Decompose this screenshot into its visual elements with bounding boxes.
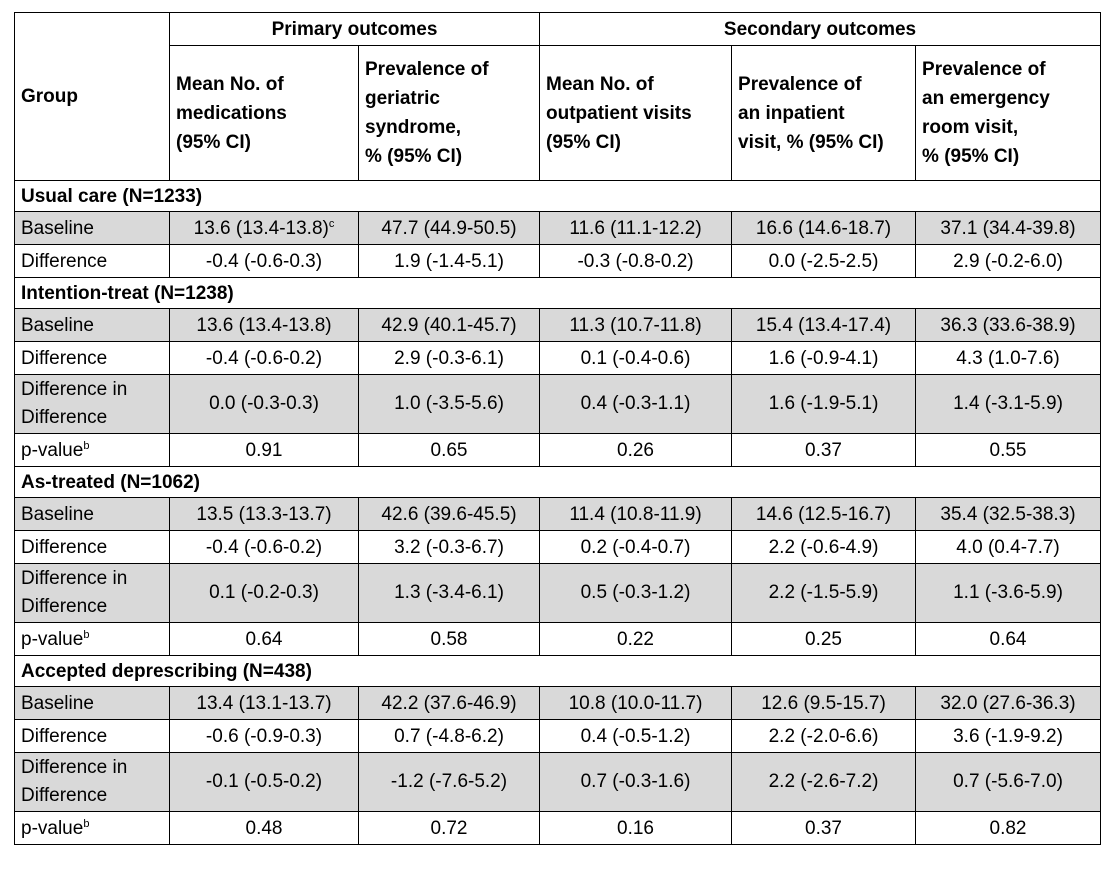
row-label — [15, 564, 170, 623]
value-text: 1.6 (-0.9-4.1) — [768, 347, 879, 369]
value-cell — [540, 212, 732, 245]
table-row — [15, 342, 1101, 375]
value-text: 13.5 (13.3-13.7) — [196, 503, 332, 525]
value-cell — [359, 564, 540, 623]
value-cell — [540, 434, 732, 467]
column-header — [359, 46, 540, 181]
value-text: 1.6 (-1.9-5.1) — [768, 393, 879, 414]
value-cell — [732, 687, 916, 720]
value-text: 13.6 (13.4-13.8) — [193, 217, 329, 239]
section-title: As-treated (N=1062) — [15, 467, 1101, 498]
row-label-line — [21, 754, 163, 782]
value-text: 0.64 — [245, 628, 283, 650]
value-cell — [540, 753, 732, 812]
value-cell — [540, 720, 732, 753]
value-cell — [359, 434, 540, 467]
value-text: 2.2 (-2.0-6.6) — [768, 725, 879, 747]
value-cell — [540, 531, 732, 564]
value-text: 0.58 — [430, 628, 468, 650]
value-text: 1.9 (-1.4-5.1) — [394, 250, 504, 272]
row-label-text: p-value — [21, 628, 84, 650]
section-title: Intention-treat (N=1238) — [15, 278, 1101, 309]
column-header-line: room visit, — [922, 117, 1019, 138]
row-label — [15, 212, 170, 245]
section-row — [15, 467, 1101, 498]
table-row — [15, 531, 1101, 564]
value-cell — [359, 375, 540, 434]
value-text: 0.64 — [989, 628, 1027, 650]
value-text: 0.7 (-5.6-7.0) — [953, 771, 1063, 792]
value-cell — [916, 498, 1101, 531]
value-cell — [359, 212, 540, 245]
section-row — [15, 278, 1101, 309]
value-text: -1.2 (-7.6-5.2) — [390, 771, 508, 792]
value-cell — [916, 245, 1101, 278]
value-cell — [732, 434, 916, 467]
value-cell — [170, 564, 359, 623]
group-column-header: Group — [15, 13, 170, 181]
footnote-marker: b — [83, 628, 90, 641]
value-cell — [540, 498, 732, 531]
value-text: 42.6 (39.6-45.5) — [381, 503, 517, 525]
table-row — [15, 212, 1101, 245]
value-cell — [359, 531, 540, 564]
value-text: 37.1 (34.4-39.8) — [940, 217, 1076, 239]
row-label — [15, 309, 170, 342]
value-text: 4.3 (1.0-7.6) — [956, 347, 1060, 369]
value-text: 1.0 (-3.5-5.6) — [394, 393, 504, 414]
table-row — [15, 245, 1101, 278]
value-cell — [732, 564, 916, 623]
value-cell — [732, 375, 916, 434]
value-cell — [170, 753, 359, 812]
value-cell — [732, 309, 916, 342]
row-label-text: Difference — [21, 725, 108, 747]
value-cell — [540, 342, 732, 375]
value-text: 2.2 (-1.5-5.9) — [768, 582, 879, 603]
value-text: 0.0 (-0.3-0.3) — [209, 393, 319, 414]
value-text: 0.82 — [989, 817, 1027, 839]
value-cell — [916, 531, 1101, 564]
value-text: 11.6 (11.1-12.2) — [569, 217, 702, 239]
section-row — [15, 181, 1101, 212]
column-header-line: Prevalence of — [738, 73, 862, 95]
table-row — [15, 753, 1101, 812]
value-cell — [916, 753, 1101, 812]
value-text: 0.5 (-0.3-1.2) — [580, 582, 691, 603]
value-text: 11.4 (10.8-11.9) — [569, 503, 702, 525]
footnote-marker: b — [83, 439, 90, 452]
row-label — [15, 375, 170, 434]
section-title: Accepted deprescribing (N=438) — [15, 656, 1101, 687]
value-cell — [540, 687, 732, 720]
row-label — [15, 687, 170, 720]
value-cell — [732, 812, 916, 845]
row-label-line — [21, 247, 163, 276]
row-label-line: Difference — [21, 407, 108, 428]
value-text: -0.1 (-0.5-0.2) — [205, 771, 323, 792]
row-label-line — [21, 214, 163, 243]
row-label-line — [21, 814, 163, 843]
column-header-line: (95% CI) — [546, 131, 621, 153]
value-text: 0.72 — [430, 817, 468, 839]
value-text: 0.91 — [245, 439, 283, 461]
value-text: 47.7 (44.9-50.5) — [381, 217, 517, 239]
column-header-line: syndrome, — [365, 117, 462, 138]
value-cell — [359, 687, 540, 720]
column-header-line: medications — [176, 102, 287, 124]
column-header-line: an emergency — [922, 88, 1050, 109]
value-text: -0.6 (-0.9-0.3) — [205, 725, 323, 747]
value-cell — [732, 212, 916, 245]
value-text: 3.6 (-1.9-9.2) — [953, 725, 1063, 747]
value-cell — [916, 720, 1101, 753]
value-text: 0.4 (-0.3-1.1) — [580, 393, 691, 414]
row-label-text: Difference — [21, 250, 108, 272]
row-label-text: Baseline — [21, 314, 94, 336]
table-row — [15, 812, 1101, 845]
footnote-marker: c — [328, 217, 335, 230]
row-label-text: Difference in — [21, 568, 128, 589]
row-label — [15, 498, 170, 531]
table-header — [15, 13, 1101, 181]
value-cell — [170, 434, 359, 467]
value-cell — [916, 812, 1101, 845]
value-text: 15.4 (13.4-17.4) — [755, 314, 892, 336]
table-row — [15, 309, 1101, 342]
value-cell — [359, 720, 540, 753]
value-cell — [916, 212, 1101, 245]
results-table-container — [14, 12, 1101, 845]
table-row — [15, 564, 1101, 623]
value-cell — [359, 812, 540, 845]
value-cell — [540, 375, 732, 434]
row-label-line — [21, 436, 163, 465]
table-row — [15, 623, 1101, 656]
value-cell — [359, 753, 540, 812]
value-cell — [916, 375, 1101, 434]
value-text: 32.0 (27.6-36.3) — [940, 692, 1076, 714]
value-text: 0.37 — [805, 817, 842, 839]
row-label-line — [21, 311, 163, 340]
value-cell — [732, 753, 916, 812]
value-text: 42.9 (40.1-45.7) — [381, 314, 517, 336]
value-cell — [359, 498, 540, 531]
value-text: 4.0 (0.4-7.7) — [956, 536, 1060, 558]
row-label — [15, 531, 170, 564]
footnote-marker: b — [83, 817, 90, 830]
table-body — [15, 181, 1101, 845]
value-text: 1.4 (-3.1-5.9) — [953, 393, 1063, 414]
value-cell — [359, 245, 540, 278]
column-header-line: Prevalence of — [365, 59, 489, 80]
row-label — [15, 812, 170, 845]
row-label-line — [21, 500, 163, 529]
value-text: 0.16 — [617, 817, 654, 839]
value-cell — [170, 498, 359, 531]
value-cell — [170, 687, 359, 720]
row-label — [15, 245, 170, 278]
column-header-line: (95% CI) — [176, 131, 251, 153]
value-cell — [916, 434, 1101, 467]
table-row — [15, 687, 1101, 720]
value-text: 35.4 (32.5-38.3) — [940, 503, 1076, 525]
row-label-text: p-value — [21, 817, 84, 839]
row-label — [15, 434, 170, 467]
table-row — [15, 498, 1101, 531]
value-cell — [170, 623, 359, 656]
column-header-line: outpatient visits — [546, 102, 692, 124]
row-label-text: Difference in — [21, 379, 128, 400]
row-label — [15, 342, 170, 375]
value-text: 0.65 — [430, 439, 468, 461]
value-text: 0.22 — [617, 628, 654, 650]
value-cell — [170, 812, 359, 845]
value-text: 0.25 — [805, 628, 842, 650]
value-text: 13.4 (13.1-13.7) — [196, 692, 332, 714]
value-cell — [732, 245, 916, 278]
value-cell — [732, 720, 916, 753]
value-text: 2.9 (-0.2-6.0) — [953, 250, 1063, 272]
value-cell — [170, 309, 359, 342]
row-label-text: Difference — [21, 536, 108, 558]
column-header — [540, 46, 732, 181]
value-cell — [732, 623, 916, 656]
row-label-line — [21, 344, 163, 373]
value-cell — [359, 342, 540, 375]
value-text: 1.3 (-3.4-6.1) — [394, 582, 504, 603]
value-text: 0.7 (-4.8-6.2) — [394, 725, 504, 747]
value-cell — [540, 245, 732, 278]
section-row — [15, 656, 1101, 687]
row-label-line — [21, 689, 163, 718]
row-label-line — [21, 722, 163, 751]
column-header-line: visit, % (95% CI) — [738, 131, 884, 153]
value-text: 0.26 — [617, 439, 654, 461]
column-header-line: an inpatient — [738, 102, 845, 124]
table-row — [15, 434, 1101, 467]
value-text: 12.6 (9.5-15.7) — [761, 692, 886, 714]
value-text: 10.8 (10.0-11.7) — [568, 692, 703, 714]
value-text: 16.6 (14.6-18.7) — [755, 217, 892, 239]
value-text: 0.55 — [989, 439, 1027, 461]
value-text: 0.1 (-0.2-0.3) — [209, 582, 319, 603]
value-text: 2.2 (-2.6-7.2) — [768, 771, 879, 792]
section-title: Usual care (N=1233) — [15, 181, 1101, 212]
value-cell — [732, 498, 916, 531]
row-label-text: Baseline — [21, 503, 94, 525]
row-label-line — [21, 533, 163, 562]
value-cell — [916, 309, 1101, 342]
value-text: 0.0 (-2.5-2.5) — [768, 250, 879, 272]
value-text: 13.6 (13.4-13.8) — [196, 314, 332, 336]
row-label — [15, 753, 170, 812]
row-label-text: Difference — [21, 347, 108, 369]
value-cell — [359, 623, 540, 656]
value-cell — [540, 812, 732, 845]
value-text: -0.3 (-0.8-0.2) — [577, 250, 694, 272]
column-header-line: % (95% CI) — [365, 146, 463, 167]
value-text: 1.1 (-3.6-5.9) — [953, 582, 1063, 603]
row-label — [15, 623, 170, 656]
value-cell — [916, 564, 1101, 623]
row-label-line — [21, 625, 163, 654]
value-text: 11.3 (10.7-11.8) — [569, 314, 702, 336]
value-cell — [732, 342, 916, 375]
value-text: 0.37 — [805, 439, 842, 461]
value-text: 2.9 (-0.3-6.1) — [394, 347, 504, 369]
value-cell — [170, 375, 359, 434]
value-cell — [170, 342, 359, 375]
column-header-line: % (95% CI) — [922, 146, 1020, 167]
row-label-line — [21, 376, 163, 404]
row-label — [15, 720, 170, 753]
value-cell — [540, 564, 732, 623]
value-text: -0.4 (-0.6-0.3) — [205, 250, 323, 272]
column-header-line: geriatric — [365, 88, 440, 109]
value-cell — [916, 687, 1101, 720]
row-label-line: Difference — [21, 596, 108, 617]
value-text: -0.4 (-0.6-0.2) — [205, 536, 323, 558]
value-text: -0.4 (-0.6-0.2) — [205, 347, 323, 369]
row-label-line — [21, 565, 163, 593]
value-text: 42.2 (37.6-46.9) — [381, 692, 517, 714]
primary-outcomes-header: Primary outcomes — [170, 13, 540, 46]
value-text: 0.2 (-0.4-0.7) — [580, 536, 691, 558]
row-label-line: Difference — [21, 785, 108, 806]
secondary-outcomes-header: Secondary outcomes — [540, 13, 1101, 46]
table-row — [15, 375, 1101, 434]
column-header — [916, 46, 1101, 181]
value-text: 36.3 (33.6-38.9) — [940, 314, 1076, 336]
row-label-text: Baseline — [21, 692, 94, 714]
value-cell — [170, 720, 359, 753]
column-header-line: Mean No. of — [546, 73, 654, 95]
value-cell — [540, 309, 732, 342]
results-table — [14, 12, 1101, 845]
table-row — [15, 720, 1101, 753]
value-cell — [170, 212, 359, 245]
row-label-text: Baseline — [21, 217, 94, 239]
value-text: 14.6 (12.5-16.7) — [755, 503, 892, 525]
value-text: 0.1 (-0.4-0.6) — [580, 347, 691, 369]
value-cell — [359, 309, 540, 342]
column-header — [732, 46, 916, 181]
value-text: 2.2 (-0.6-4.9) — [768, 536, 879, 558]
value-text: 3.2 (-0.3-6.7) — [394, 536, 504, 558]
value-cell — [916, 623, 1101, 656]
value-text: 0.48 — [245, 817, 283, 839]
column-header-line: Mean No. of — [176, 73, 284, 95]
value-text: 0.7 (-0.3-1.6) — [580, 771, 691, 792]
value-cell — [170, 245, 359, 278]
column-header-line: Prevalence of — [922, 59, 1046, 80]
value-cell — [170, 531, 359, 564]
value-cell — [732, 531, 916, 564]
column-header — [170, 46, 359, 181]
row-label-text: p-value — [21, 439, 84, 461]
value-cell — [916, 342, 1101, 375]
value-text: 0.4 (-0.5-1.2) — [580, 725, 691, 747]
value-cell — [540, 623, 732, 656]
row-label-text: Difference in — [21, 757, 128, 778]
